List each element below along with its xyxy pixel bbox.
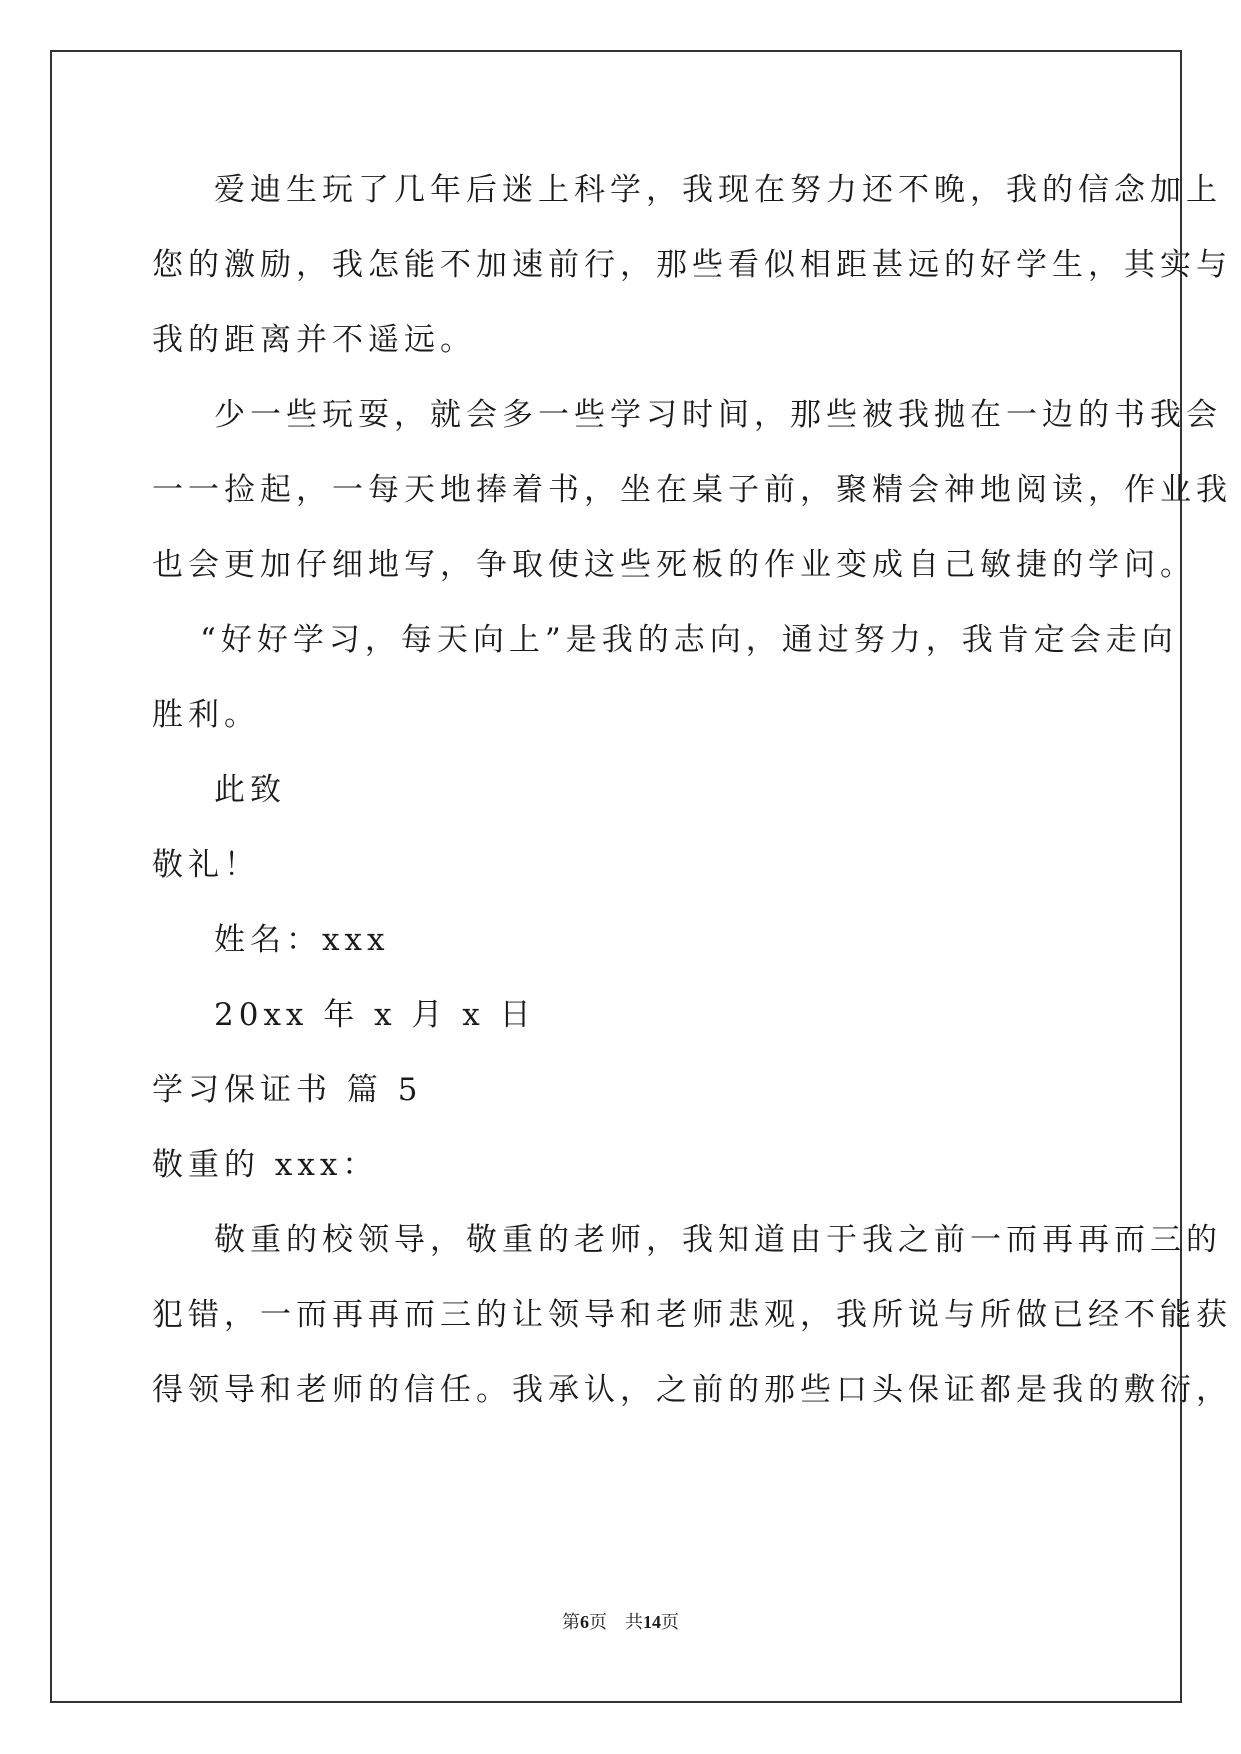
page-current: 6 [580, 1612, 589, 1632]
signature-name: 姓名：xxx [214, 922, 390, 958]
page-total: 14 [643, 1612, 661, 1632]
page-prefix: 第 [562, 1612, 580, 1633]
paragraph-line: 也会更加仔细地写，争取使这些死板的作业变成自己敏捷的学问。 [152, 547, 1196, 583]
page-suffix: 页 [661, 1612, 679, 1633]
page-footer [0, 1610, 1241, 1635]
paragraph-line: 得领导和老师的信任。我承认，之前的那些口头保证都是我的敷衍， [152, 1372, 1232, 1408]
paragraph-line: 爱迪生玩了几年后迷上科学，我现在努力还不晚，我的信念加上 [214, 172, 1222, 208]
paragraph-line: 一一捡起，一每天地捧着书，坐在桌子前，聚精会神地阅读，作业我 [152, 472, 1232, 508]
paragraph-line: 犯错，一而再再而三的让领导和老师悲观，我所说与所做已经不能获 [152, 1297, 1232, 1333]
section-heading: 学习保证书 篇 5 [152, 1072, 423, 1108]
closing-regards: 敬礼！ [152, 847, 260, 883]
paragraph-line: 少一些玩耍，就会多一些学习时间，那些被我抛在一边的书我会 [214, 397, 1222, 433]
signature-date: 20xx 年 x 月 x 日 [214, 997, 536, 1033]
paragraph-line: “好好学习，每天向上”是我的志向，通过努力，我肯定会走向 [200, 622, 1178, 658]
paragraph-line: 胜利。 [152, 697, 260, 733]
paragraph-line: 您的激励，我怎能不加速前行，那些看似相距甚远的好学生，其实与 [152, 247, 1232, 283]
paragraph-line: 我的距离并不遥远。 [152, 322, 476, 358]
page-mid: 页 共 [589, 1612, 643, 1633]
closing-salutation: 此致 [214, 772, 286, 808]
paragraph-line: 敬重的校领导，敬重的老师，我知道由于我之前一而再再而三的 [214, 1222, 1222, 1258]
letter-greeting: 敬重的 xxx： [152, 1147, 379, 1183]
